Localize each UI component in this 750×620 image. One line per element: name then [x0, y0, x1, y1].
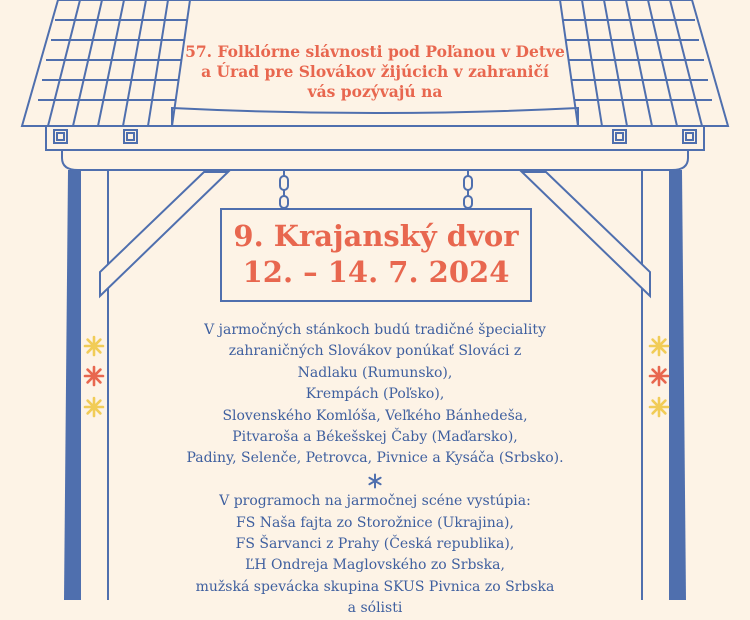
- left-brace: [100, 172, 228, 296]
- gold-star-icon: [650, 398, 668, 416]
- asterisk-star-icon: [367, 473, 383, 489]
- right-brace: [522, 172, 650, 296]
- red-star-icon: [85, 367, 103, 385]
- stands-line: Krempách (Poľsko),: [305, 386, 445, 403]
- gold-star-icon: [85, 398, 103, 416]
- program-line: mužská spevácka skupina SKUS Pivnica zo Srbska: [195, 578, 555, 595]
- gold-star-icon: [85, 337, 103, 355]
- program-line: a sólisti: [347, 600, 403, 617]
- stands-line: Slovenského Komlóša, Veľkého Bánhedeša,: [222, 407, 528, 424]
- heading-line: 57. Folklórne slávnosti pod Poľanou v Detve: [185, 42, 565, 61]
- heading-line: vás pozývajú na: [307, 82, 443, 101]
- heading-line: a Úrad pre Slovákov žijúcich v zahraničí: [201, 62, 549, 81]
- stands-line: V jarmočných stánkoch budú tradičné špeciality: [204, 322, 546, 338]
- stands-line: Padiny, Selenče, Petrovca, Pivnice a Kysáča (Srbsko).: [186, 450, 564, 467]
- right-post: [642, 170, 670, 600]
- stands-line: zahraničných Slovákov ponúkať Slováci z: [228, 343, 522, 360]
- gold-star-icon: [650, 337, 668, 355]
- cross-beam: [46, 126, 704, 170]
- event-title: 9. Krajanský dvor: [233, 219, 519, 253]
- stands-line: Nadlaku (Rumunsko),: [297, 364, 453, 381]
- stands-line: Pitvaroša a Békešskej Čaby (Maďarsko),: [232, 429, 518, 446]
- program-line: ĽH Ondreja Maglovského zo Srbska,: [245, 557, 505, 574]
- red-star-icon: [650, 367, 668, 385]
- program-line: FS Šarvanci z Prahy (Česká republika),: [235, 536, 515, 553]
- event-sign: [220, 208, 532, 302]
- program-line: FS Naša fajta zo Storožnice (Ukrajina),: [236, 514, 514, 531]
- program-line: V programoch na jarmočnej scéne vystúpia:: [219, 493, 531, 510]
- sign-chain-right: [464, 170, 472, 208]
- sign-chain-left: [280, 170, 288, 208]
- invitation-heading: [150, 42, 600, 102]
- separator: [130, 470, 620, 491]
- event-dates: 12. – 14. 7. 2024: [242, 255, 510, 289]
- event-description: [130, 320, 620, 620]
